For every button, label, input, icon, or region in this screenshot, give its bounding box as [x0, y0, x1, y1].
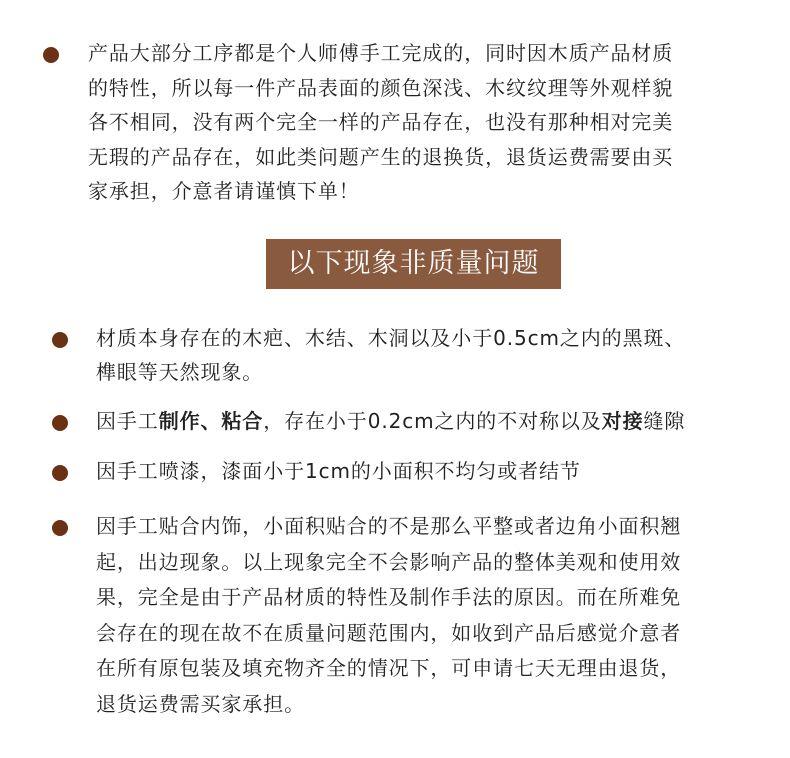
text-segment: ，存在小于0.2cm之内的不对称以及	[263, 409, 602, 433]
bullet-dot-icon	[52, 415, 68, 431]
section-banner-title: 以下现象非质量问题	[266, 239, 561, 289]
intro-line: 产品大部分工序都是个人师傅手工完成的，同时因木质产品材质	[88, 41, 674, 65]
list-item-text	[96, 454, 581, 488]
text-segment: 因手工	[96, 409, 159, 433]
intro-line: 的特性，所以每一件产品表面的颜色深浅、木纹纹理等外观样貌	[88, 75, 674, 100]
text-segment: 缝隙	[643, 409, 686, 433]
list-item-text	[96, 321, 685, 389]
list-item-line: 因手工贴合内饰，小面积贴合的不是那么平整或者边角小面积翘	[96, 514, 682, 538]
list-item-text	[96, 404, 685, 438]
list-item-line	[96, 404, 685, 438]
list-item-line: 材质本身存在的木疤、木结、木洞以及小于0.5cm之内的黑斑、	[96, 326, 686, 350]
emphasis-text: 制作、粘合	[158, 409, 264, 433]
list-item-text	[96, 509, 681, 722]
list-item-line: 因手工喷漆，漆面小于1cm的小面积不均匀或者结节	[96, 459, 581, 483]
emphasis-text: 对接	[601, 409, 644, 433]
list-item-line: 退货运费需买家承担。	[96, 691, 305, 716]
bullet-dot-icon	[43, 47, 59, 63]
bullet-dot-icon	[52, 332, 68, 348]
intro-line: 各不相同，没有两个完全一样的产品存在，也没有那种相对完美	[88, 110, 674, 134]
bullet-dot-icon	[52, 520, 68, 536]
intro-line: 家承担，介意者请谨慎下单！	[88, 179, 360, 203]
list-item-line: 榫眼等天然现象。	[96, 360, 264, 384]
intro-paragraph	[88, 36, 673, 209]
list-item-line: 果，完全是由于产品材质的特性及制作手法的原因。而在所难免	[96, 585, 682, 609]
list-item-line: 会存在的现在故不在质量问题范围内，如收到产品后感觉介意者	[96, 620, 682, 645]
list-item-line: 在所有原包装及填充物齐全的情况下，可申请七天无理由退货，	[96, 656, 682, 680]
list-item-line: 起，出边现象。以上现象完全不会影响产品的整体美观和使用效	[96, 549, 682, 574]
bullet-dot-icon	[52, 465, 68, 481]
intro-line: 无瑕的产品存在，如此类问题产生的退换货，退货运费需要由买	[88, 144, 674, 169]
